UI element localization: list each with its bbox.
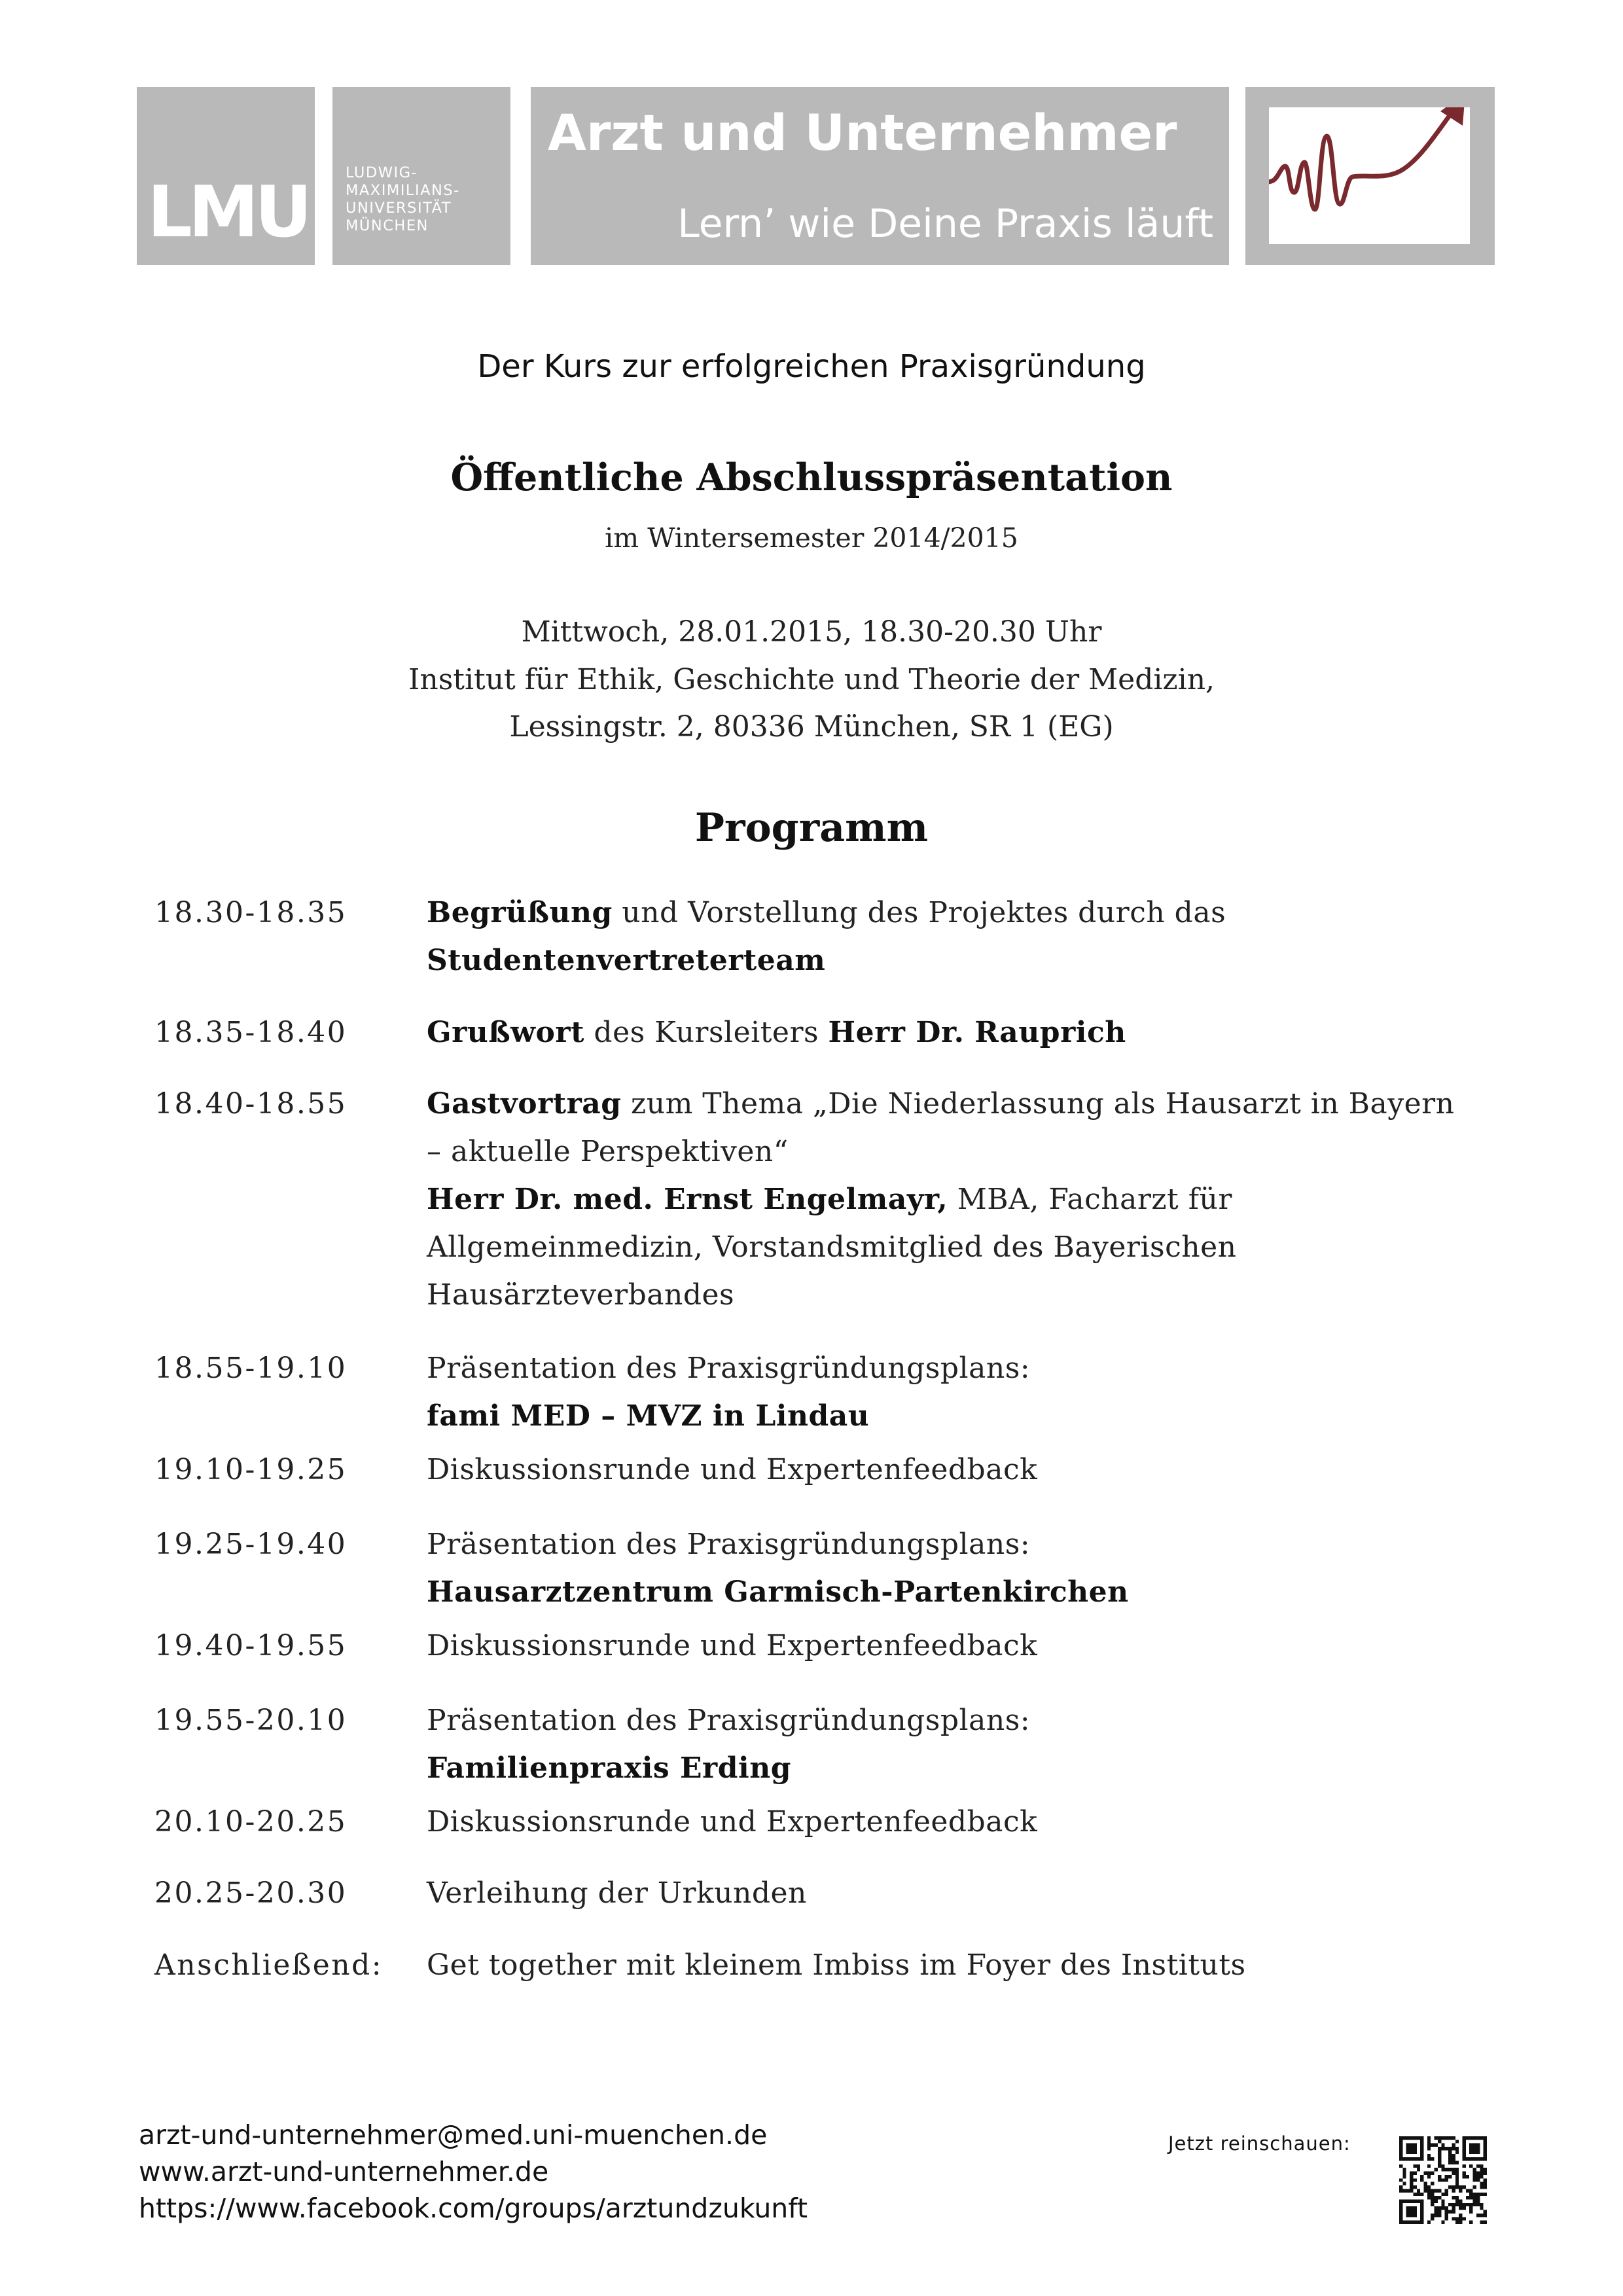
program-time: 19.55-20.10 xyxy=(154,1704,348,1737)
program-description-line xyxy=(427,1869,1474,1917)
program-text-bold: Familienpraxis Erding xyxy=(427,1751,791,1785)
venue-address: Lessingstr. 2, 80336 München, SR 1 (EG) xyxy=(509,710,1114,744)
program-description xyxy=(427,1080,1474,1319)
lmu-logo xyxy=(137,87,315,265)
banner-title-block xyxy=(531,87,1229,265)
program-time: Anschließend: xyxy=(154,1948,383,1982)
banner-tagline: Lern’ wie Deine Praxis läuft xyxy=(677,201,1213,247)
program-time: 19.25-19.40 xyxy=(154,1528,348,1561)
program-text: Präsentation des Praxisgründungsplans: xyxy=(427,1528,1031,1561)
qr-code-icon[interactable] xyxy=(1399,2136,1487,2224)
program-description-line xyxy=(427,1271,1474,1319)
university-name-line: UNIVERSITÄT xyxy=(346,200,452,217)
program-text: und Vorstellung des Projektes durch das xyxy=(612,896,1226,929)
program-description xyxy=(427,1941,1474,1989)
program-text: Diskussionsrunde und Expertenfeedback xyxy=(427,1805,1038,1839)
program-text: zum Thema „Die Niederlassung als Hausarzt in Bayern xyxy=(621,1087,1455,1121)
program-time: 18.30-18.35 xyxy=(154,896,348,929)
program-description-line xyxy=(427,1798,1474,1846)
university-name-line: MÜNCHEN xyxy=(346,217,429,234)
program-text: Diskussionsrunde und Expertenfeedback xyxy=(427,1453,1038,1486)
program-description-line xyxy=(427,1223,1474,1271)
program-text-bold: Hausarztzentrum Garmisch-Partenkirchen xyxy=(427,1575,1129,1609)
program-heading: Programm xyxy=(694,805,929,851)
event-title: Öffentliche Abschlusspräsentation xyxy=(450,456,1173,499)
program-description-line xyxy=(427,1622,1474,1670)
banner-title: Arzt und Unternehmer xyxy=(548,103,1177,162)
heartbeat-arrow-icon xyxy=(1269,107,1470,244)
event-date-time: Mittwoch, 28.01.2015, 18.30-20.30 Uhr xyxy=(521,615,1102,649)
program-text-bold: Grußwort xyxy=(427,1016,584,1049)
program-text: – aktuelle Perspektiven“ xyxy=(427,1135,789,1168)
program-time: 19.40-19.55 xyxy=(154,1629,348,1662)
program-text-bold: Herr Dr. Rauprich xyxy=(828,1016,1126,1049)
program-description-line xyxy=(427,1009,1474,1056)
program-text: Hausärzteverbandes xyxy=(427,1278,735,1312)
program-description-line xyxy=(427,937,1474,984)
program-time: 18.40-18.55 xyxy=(154,1087,348,1121)
program-text-bold: Gastvortrag xyxy=(427,1087,622,1121)
program-description xyxy=(427,1446,1474,1494)
qr-label: Jetzt reinschauen: xyxy=(1168,2132,1351,2155)
program-description xyxy=(427,1344,1474,1440)
program-text: Allgemeinmedizin, Vorstandsmitglied des Bayerischen xyxy=(427,1230,1237,1264)
program-time: 19.10-19.25 xyxy=(154,1453,348,1486)
program-text: Präsentation des Praxisgründungsplans: xyxy=(427,1704,1031,1737)
program-time: 20.25-20.30 xyxy=(154,1876,348,1910)
program-description-line xyxy=(427,1175,1474,1223)
contact-email[interactable]: arzt-und-unternehmer@med.uni-muenchen.de xyxy=(139,2119,768,2151)
university-name-line: MAXIMILIANS- xyxy=(346,182,460,199)
university-name-line: LUDWIG- xyxy=(346,164,418,181)
venue-institute: Institut für Ethik, Geschichte und Theorie der Medizin, xyxy=(408,663,1215,696)
program-description xyxy=(427,1009,1474,1056)
program-description xyxy=(427,1520,1474,1616)
program-text: des Kursleiters xyxy=(584,1016,829,1049)
program-description xyxy=(427,1622,1474,1670)
university-name xyxy=(346,164,503,235)
program-text-bold: Herr Dr. med. Ernst Engelmayr, xyxy=(427,1183,948,1216)
course-subtitle: Der Kurs zur erfolgreichen Praxisgründung xyxy=(477,348,1146,385)
program-time: 18.55-19.10 xyxy=(154,1352,348,1385)
program-text: Verleihung der Urkunden xyxy=(427,1876,807,1910)
heartbeat-logo-canvas xyxy=(1269,107,1470,244)
program-text: MBA, Facharzt für xyxy=(948,1183,1232,1216)
heartbeat-logo xyxy=(1245,87,1495,265)
facebook-link[interactable]: https://www.facebook.com/groups/arztundzukunft xyxy=(139,2193,808,2224)
program-time: 18.35-18.40 xyxy=(154,1016,348,1049)
program-description xyxy=(427,1798,1474,1846)
program-text: Präsentation des Praxisgründungsplans: xyxy=(427,1352,1031,1385)
program-text-bold: Begrüßung xyxy=(427,896,613,929)
program-description-line xyxy=(427,1696,1474,1744)
program-description-line xyxy=(427,1941,1474,1989)
program-time: 20.10-20.25 xyxy=(154,1805,348,1839)
university-name-block xyxy=(332,87,510,265)
website-link[interactable]: www.arzt-und-unternehmer.de xyxy=(139,2156,549,2187)
program-description-line xyxy=(427,1344,1474,1392)
program-description xyxy=(427,1696,1474,1792)
program-description-line xyxy=(427,1568,1474,1616)
program-text-bold: fami MED – MVZ in Lindau xyxy=(427,1399,870,1433)
lmu-logo-text: LMU xyxy=(147,171,308,253)
program-description-line xyxy=(427,1520,1474,1568)
semester-label: im Wintersemester 2014/2015 xyxy=(605,522,1018,554)
program-description-line xyxy=(427,889,1474,937)
program-description xyxy=(427,1869,1474,1917)
program-text: Diskussionsrunde und Expertenfeedback xyxy=(427,1629,1038,1662)
program-description-line xyxy=(427,1392,1474,1440)
program-description xyxy=(427,889,1474,984)
program-description-line xyxy=(427,1080,1474,1128)
program-description-line xyxy=(427,1446,1474,1494)
program-text-bold: Studentenvertreterteam xyxy=(427,944,826,977)
program-text: Get together mit kleinem Imbiss im Foyer des Instituts xyxy=(427,1948,1246,1982)
program-description-line xyxy=(427,1128,1474,1175)
program-description-line xyxy=(427,1744,1474,1792)
